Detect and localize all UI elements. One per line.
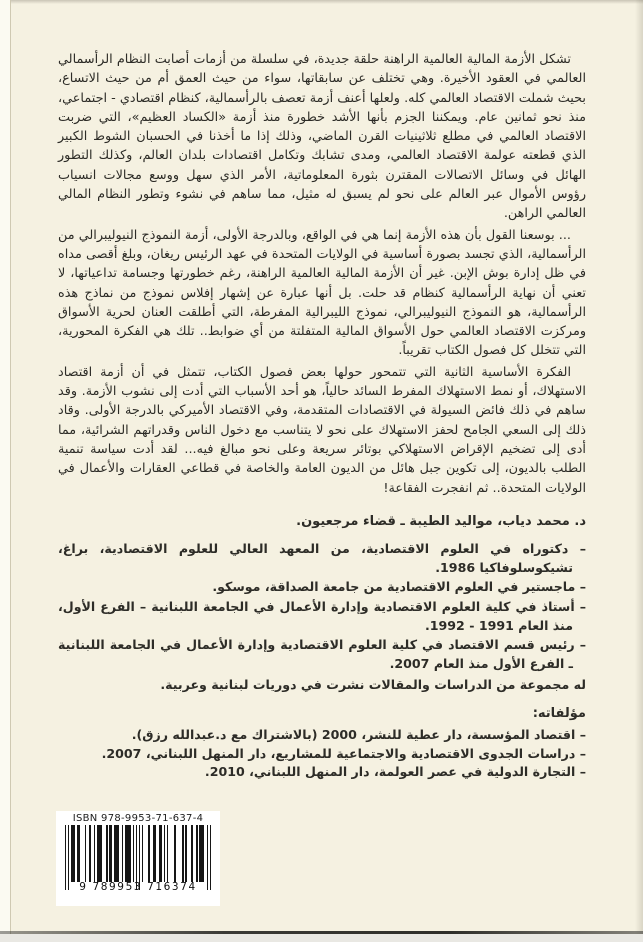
author-bio-item: – دكتوراه في العلوم الاقتصادية، من المعهد العالي للعلوم الاقتصادية، براغ، تشيكوسلوفاكيا 1986. xyxy=(58,541,586,576)
synopsis xyxy=(58,50,586,500)
author-origin: ، مواليد الطيبة ـ قضاء مرجعيون. xyxy=(296,514,503,529)
author-name-heading xyxy=(58,514,586,529)
page-edge-right xyxy=(635,0,643,942)
work-item: – اقتصاد المؤسسة، دار عطية للنشر، 2000 (بالاشتراك مع د.عبدالله رزق). xyxy=(131,727,586,742)
page-edge-bottom-band xyxy=(0,934,643,942)
synopsis-paragraph: الفكرة الأساسية الثانية التي تتمحور حولها بعض فصول الكتاب، تتمثل في أن أزمة اقتصاد الاستهلاك، أو نمط الاستهلاك المفرط السائد حالياً، هو أحد الأسباب التي أدت إلى نشوب الأزمة. وقد ساهم في ذلك فائض السيولة في الاقتصادات المتقدمة، وفي الاقتصاد الأميركي بالدرجة الأولى. وقاد ذلك إلى السعي الجامح لحفز الاستهلاك على نحو لا يتناسب مع دخول الناس وقدراتهم الشرائية، مما أدى إلى تضخيم الإقراض الاستهلاكي بوتائر سريعة وعلى نحو مبالغ فيه... لقد أدت سياسة تنمية الطلب بالديون، إلى تكوين جبل هائل من الديون العامة والخاصة في قطاعي العقارات والأعمال في الولايات المتحدة.. ثم انفجرت الفقاعة! xyxy=(58,364,586,496)
isbn-label: ISBN 978-9953-71-637-4 xyxy=(72,813,204,824)
author-name: د. محمد دياب xyxy=(502,514,586,529)
isbn-barcode xyxy=(56,811,220,906)
page-edge-left xyxy=(0,0,11,942)
author-bio-item: – ماجستير في العلوم الاقتصادية من جامعة الصداقة، موسكو. xyxy=(212,579,586,595)
author-bio-item: – رئيس قسم الاقتصاد في كلية العلوم الاقتصادية وإدارة الأعمال في الجامعة اللبنانية ـ الفرع الأول منذ العام 2007. xyxy=(58,637,586,672)
works-section xyxy=(58,706,586,782)
synopsis-paragraph: تشكل الأزمة المالية العالمية الراهنة حلقة جديدة، في سلسلة من أزمات أصابت النظام الرأسمالي العالمي في العقود الأخيرة. وهي تختلف عن سابقاتها، سواء من حيث العمق أم من حيث الاتساع، بحيث شملت الاقتصاد العالمي كله. ولعلها أعنف أزمة تعصف بالرأسمالية، كنظام اقتصادي - اجتماعي، منذ نحو ثمانين عام. ويمكننا الجزم بأنها الأشد خطورة منذ أزمة «الكساد العظيم»، التي ضربت الاقتصاد العالمي في مطلع ثلاثينيات القرن الماضي، وذلك إذا ما أخذنا في الحسبان الشوط الكبير الذي قطعته عولمة الاقتصاد العالمي، ومدى تشابك وتكامل اقتصادات بلدان العالم، وكذلك التطور الهائل في وسائل الاتصالات المقترن بثورة المعلوماتية، الأمر الذي سهل ووسع مجالات انسياب رؤوس الأموال عبر العالم على نحو لم يسبق له مثيل، مما ساهم في نشوء وتطور النظام المالي العالمي الراهن. xyxy=(58,52,586,222)
work-item: – التجارة الدولية في عصر العولمة، دار المنهل اللبناني، 2010. xyxy=(204,764,586,780)
synopsis-paragraph: ... بوسعنا القول بأن هذه الأزمة إنما هي في الواقع، وبالدرجة الأولى، أزمة النموذج النيوليبرالي من الرأسمالية، الذي تجسد بصورة أساسية في الولايات المتحدة في عهد الرئيس ريغان، وبلغ أقصى مداه في ظل إدارة بوش الإبن. غير أن الأزمة المالية العالمية الراهنة، رغم خطورتها وجسامة تداعياتها، لا تعني أن نهاية الرأسمالية كنظام قد حلت. بل أنها عبارة عن إشهار إفلاس نموذج من نماذج هذه الرأسمالية، هو النموذج النيوليبرالي، نموذج الليبرالية المفرطة، التي أطلقت العنان لحرية الأسواق ومركزت الاقتصاد العالمي حول الأسواق المالية المتفلتة من أي ضوابط.. تلك هي الفكرة المحورية، التي تتخلل كل فصول الكتاب تقريباً. xyxy=(58,227,586,359)
works-heading: مؤلفاته: xyxy=(532,706,586,721)
author-bio xyxy=(58,514,586,695)
work-item: – دراسات الجدوى الاقتصادية والاجتماعية للمشاريع، دار المنهل اللبناني، 2007. xyxy=(101,745,586,761)
page-edge-top xyxy=(0,0,643,4)
barcode-digits: 9 789953 716374 xyxy=(79,881,197,893)
author-bio-item: – أستاذ في كلية العلوم الاقتصادية وإدارة الأعمال في الجامعة اللبنانية – الفرع الأول، منذ العام 1991 - 1992. xyxy=(58,598,586,633)
author-publications-note: له مجموعة من الدراسات والمقالات نشرت في دوريات لبنانية وعربية. xyxy=(160,677,586,693)
